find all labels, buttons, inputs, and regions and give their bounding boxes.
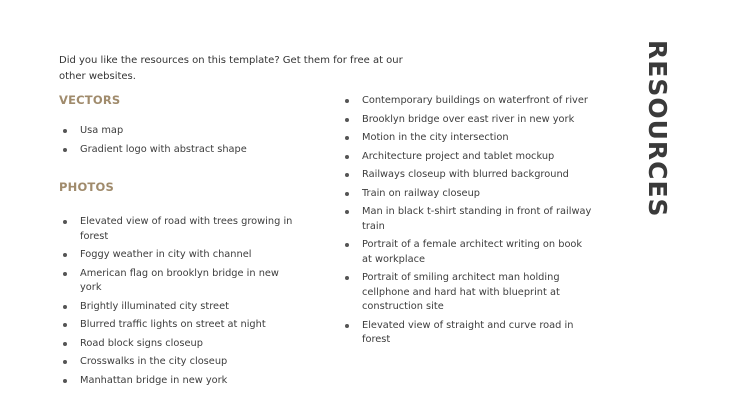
vectors-heading: VECTORS	[59, 93, 121, 107]
list-item: Railways closeup with blurred background	[343, 168, 593, 183]
list-item: Elevated view of road with trees growing in forest	[61, 215, 301, 244]
photos-list-continued	[343, 94, 593, 352]
list-item: Usa map	[61, 124, 261, 139]
vectors-list	[61, 124, 261, 161]
list-item: American flag on brooklyn bridge in new york	[61, 267, 301, 296]
intro-text: Did you like the resources on this template? Get them for free at our other websites.	[59, 55, 403, 82]
list-item: Brooklyn bridge over east river in new york	[343, 113, 593, 128]
list-item: Brightly illuminated city street	[61, 300, 301, 315]
list-item: Road block signs closeup	[61, 337, 301, 352]
list-item: Crosswalks in the city closeup	[61, 355, 301, 370]
photos-list	[61, 215, 301, 392]
list-item: Manhattan bridge in new york	[61, 374, 301, 389]
list-item: Portrait of smiling architect man holding cellphone and hard hat with blueprint at construction site	[343, 271, 593, 315]
list-item: Train on railway closeup	[343, 187, 593, 202]
list-item: Foggy weather in city with channel	[61, 248, 301, 263]
list-item: Elevated view of straight and curve road in forest	[343, 319, 593, 348]
list-item: Architecture project and tablet mockup	[343, 150, 593, 165]
photos-heading: PHOTOS	[59, 180, 114, 194]
resources-title: RESOURCES	[643, 40, 672, 218]
list-item: Portrait of a female architect writing on book at workplace	[343, 238, 593, 267]
list-item: Blurred traffic lights on street at night	[61, 318, 301, 333]
list-item: Motion in the city intersection	[343, 131, 593, 146]
list-item: Gradient logo with abstract shape	[61, 143, 261, 158]
list-item: Man in black t-shirt standing in front of railway train	[343, 205, 593, 234]
list-item: Contemporary buildings on waterfront of river	[343, 94, 593, 109]
